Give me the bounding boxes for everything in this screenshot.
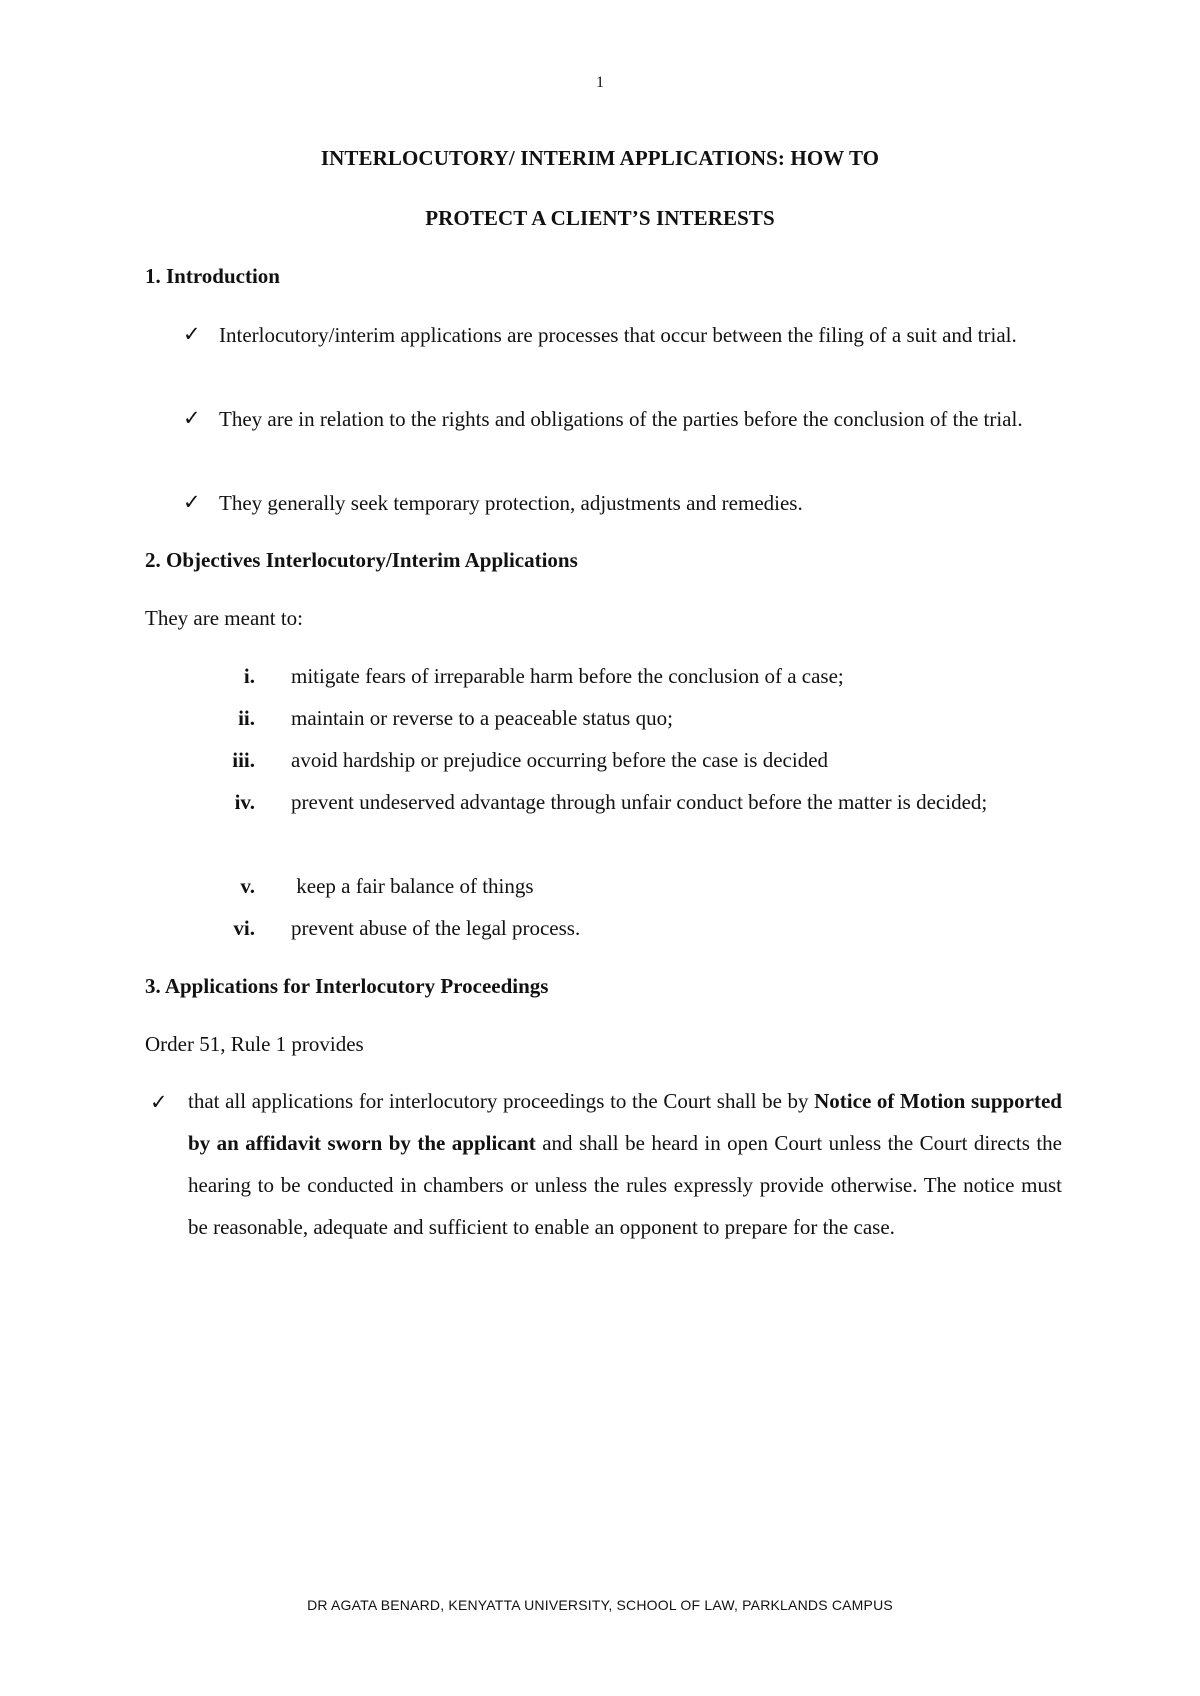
checkmark-icon: ✓ <box>183 490 201 514</box>
checkmark-icon: ✓ <box>183 322 201 346</box>
list-item-text: prevent abuse of the legal process. <box>291 916 581 940</box>
section-3-bullet-emphasis: Notice of Motion supported by an affidavit sworn by the applicant <box>188 1089 1062 1155</box>
list-item-number: iii. <box>232 748 255 772</box>
section-1-heading: 1. Introduction <box>145 264 280 288</box>
checkmark-icon: ✓ <box>183 406 201 430</box>
intro-bullet-2: They are in relation to the rights and obligations of the parties before the conclusion of the trial. <box>219 407 1023 431</box>
list-item-number: v. <box>240 874 255 898</box>
list-item-text: avoid hardship or prejudice occurring before the case is decided <box>291 748 829 772</box>
list-item-number: ii. <box>238 706 255 730</box>
list-item-number: vi. <box>233 916 255 940</box>
section-2-heading: 2. Objectives Interlocutory/Interim Applications <box>145 548 578 572</box>
section-3-intro: Order 51, Rule 1 provides <box>145 1032 364 1056</box>
document-title-line-1: INTERLOCUTORY/ INTERIM APPLICATIONS: HOW TO <box>320 146 880 170</box>
section-3-heading: 3. Applications for Interlocutory Proceedings <box>145 974 549 998</box>
page-number: 1 <box>596 74 604 91</box>
list-item-text: keep a fair balance of things <box>291 874 534 898</box>
section-3-bullet <box>188 1080 1062 1248</box>
list-item-number: i. <box>243 664 255 688</box>
checkmark-icon: ✓ <box>150 1090 168 1114</box>
list-item-text: prevent undeserved advantage through unfair conduct before the matter is decided; <box>291 790 988 814</box>
list-item-text: maintain or reverse to a peaceable status quo; <box>291 706 673 730</box>
intro-bullet-3: They generally seek temporary protection, adjustments and remedies. <box>219 491 803 515</box>
section-3-bullet-text-start: that all applications for interlocutory proceedings to the Court shall be by <box>188 1089 815 1113</box>
section-2-intro: They are meant to: <box>145 606 304 630</box>
page-footer: DR AGATA BENARD, KENYATTA UNIVERSITY, SCHOOL OF LAW, PARKLANDS CAMPUS <box>307 1597 893 1613</box>
list-item-number: iv. <box>234 790 255 814</box>
intro-bullet-1: Interlocutory/interim applications are processes that occur between the filing of a suit and trial. <box>219 323 1017 347</box>
document-title-line-2: PROTECT A CLIENT’S INTERESTS <box>425 206 775 230</box>
list-item-text: mitigate fears of irreparable harm before the conclusion of a case; <box>291 664 844 688</box>
section-3-bullet-text-end: and shall be heard in open Court unless the Court directs the hearing to be conducted in chambers or unless the rules expressly provide otherwise. The notice must be reasonable, adequate and sufficient to enable an opponent to prepare for the case. <box>188 1131 1062 1239</box>
